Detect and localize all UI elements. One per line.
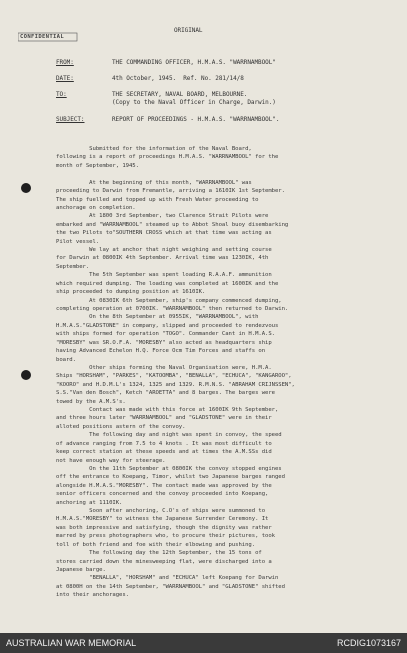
- body-line: of advance ranging from 7.5 to 4 knots . It was most difficult to: [56, 440, 272, 447]
- body-line: The following day and night was spent in convoy, the speed: [56, 432, 282, 439]
- record-id: RCDIG1073167: [336, 638, 401, 648]
- body-line: into their anchorages.: [56, 592, 129, 599]
- body-line: We lay at anchor that night weighing and setting course: [56, 247, 272, 254]
- body-line: alongside H.M.A.S."MORESBY". The contact made was approved by the: [56, 482, 272, 489]
- body-line: "BENALLA", "HORSHAM" and "ECHUCA" left Koepang for Darwin: [56, 575, 279, 582]
- punch-hole: [21, 183, 31, 193]
- body-line: the two Pilots to"SOUTHERN CROSS which at that time was acting as: [56, 230, 272, 237]
- date-label: DATE:: [56, 75, 74, 82]
- to-value: THE SECRETARY, NAVAL BOARD, MELBOURNE.: [112, 91, 248, 98]
- body-line: At 0830IK 6th September, ship's company commenced dumping,: [56, 297, 282, 304]
- body-line: "MORESBY" was SR.O.F.A. "MORESBY" also acted as headquarters ship: [56, 339, 272, 346]
- body-line: H.M.A.S."MORESBY" to witness the Japanese Surrender Ceremony. It: [56, 516, 269, 523]
- body-line: board.: [56, 356, 76, 363]
- body-line: marred by press photographers who, to procure their pictures, took: [56, 533, 275, 540]
- subject-value: REPORT OF PROCEEDINGS - H.M.A.S. "WARRNAMBOOL".: [112, 116, 280, 123]
- body-line: having Advanced Echelon H.Q. Force Ocm Tim Forces and staffs on: [56, 348, 266, 355]
- body-line: alloted positions astern of the convoy.: [56, 423, 186, 430]
- body-line: Ships "HORSHAM", "PARKES", "KATOOMBA", "BENALLA", "ECHUCA", "KANGAROO",: [56, 373, 292, 380]
- body-line: At the beginning of this month, "WARRNAMBOOL" was: [56, 179, 252, 186]
- archive-footer: [0, 633, 407, 653]
- body-line: Pilot vessel.: [56, 238, 100, 245]
- body-line: On the 8th September at 0955IK, "WARRNAMBOOL", with: [56, 314, 259, 321]
- body-line: and three hours later "WARRNAMBOOL" and "GLADSTONE" were in their: [56, 415, 272, 422]
- to-label: TO:: [56, 91, 67, 98]
- body-line: At 1800 3rd September, two Clarence Strait Pilots were: [56, 213, 269, 220]
- body-line: was both impressive and satisfying, though the dignity was rather: [56, 524, 272, 531]
- from-value: THE COMMANDING OFFICER, H.M.A.S. "WARRNAMBOOL": [112, 59, 276, 66]
- body-line: embarked and "WARRNAMBOOL" steamed up to Abbot Shoal buoy disembarking: [56, 221, 289, 228]
- body-line: toll of both friend and foe with their elbowing and pushing.: [56, 541, 256, 548]
- to-copy: (Copy to the Naval Officer in Charge, Darwin.): [112, 99, 276, 106]
- subject-label: SUBJECT:: [56, 116, 85, 123]
- body-line: "KOORO" and H.D.M.L's 1324, 1325 and 1329. R.M.N.S. "ABRAHAM CRIJNSSEN",: [56, 381, 295, 388]
- body-line: proceeding to Darwin from Fremantle, arriving a 1610IK 1st September.: [56, 188, 285, 195]
- body-line: Soon after anchoring, C.O's of ships were summoned to: [56, 508, 266, 515]
- body-line: Japanese barge.: [56, 567, 106, 573]
- body-line: towed by the A.M.S's.: [56, 398, 126, 405]
- body-line: off the entrance to Koepang, Timor, whilst two Japanese barges ranged: [56, 474, 285, 481]
- body-line: The following day the 12th September, the 15 tons of: [56, 550, 262, 557]
- body-line: month of September, 1945.: [56, 162, 139, 169]
- body-line: keep correct station at these speeds and at times the A.M.SSs did: [56, 449, 272, 456]
- body-line: with ships formed for operation "TOGO". Commander Cant in H.M.A.S.: [56, 331, 275, 338]
- body-line: Submitted for the information of the Naval Board,: [56, 146, 252, 152]
- body-line: stores carried down the minesweeping flat, were discharged into a: [56, 558, 272, 565]
- body-line: September.: [56, 263, 90, 270]
- original-mark: ORIGINAL: [174, 27, 203, 34]
- body-line: H.M.A.S."GLADSTONE" in company, slipped and proceeded to rendezvous: [56, 322, 279, 329]
- body-line: for Darwin at 0800IK 4th September. Arrival time was 1230IK, 4th: [56, 255, 269, 262]
- body-line: anchorage on completion.: [56, 204, 136, 211]
- body-line: ship proceeded to dumping position at 1610IK.: [56, 289, 206, 296]
- body-line: at 0800H on the 14th September, "WARRNAMBOOL" and "GLADSTONE" shifted: [56, 583, 285, 590]
- body-line: anchoring at 1110IK.: [56, 499, 123, 506]
- punch-hole: [21, 370, 31, 380]
- body-line: senior officers concerned and the convoy proceeded into Koepang,: [56, 491, 269, 498]
- body-line: completing operation at 0700IK. "WARRNAMBOOL" then returned to Darwin.: [56, 305, 289, 312]
- body-line: The ship fuelled and topped up with Fresh Water proceeding to: [56, 196, 259, 203]
- from-label: FROM:: [56, 59, 74, 66]
- body-line: Other ships forming the Naval Organisation were, H.M.A.: [56, 364, 272, 371]
- archive-name: AUSTRALIAN WAR MEMORIAL: [6, 638, 137, 648]
- date-value: 4th October, 1945. Ref. No. 281/14/8: [112, 75, 244, 82]
- classification-text: CONFIDENTIAL: [20, 34, 65, 40]
- body-line: following is a report of proceedings H.M.A.S. "WARRNAMBOOL" for the: [56, 154, 279, 161]
- body-line: On the 11th September at 0800IK the convoy stopped engines: [56, 465, 282, 472]
- body-line: S.S."Van den Bosch", Ketch "AROETTA" and 8 barges. The barges were: [56, 390, 275, 397]
- body-line: which required dumping. The loading was completed at 1600IK and the: [56, 280, 279, 287]
- body-line: not have enough way for steerage.: [56, 457, 166, 464]
- body-line: Contact was made with this force at 1600IK 9th September,: [56, 407, 279, 414]
- body-line: The 5th September was spent loading R.A.A.F. ammunition: [56, 272, 272, 279]
